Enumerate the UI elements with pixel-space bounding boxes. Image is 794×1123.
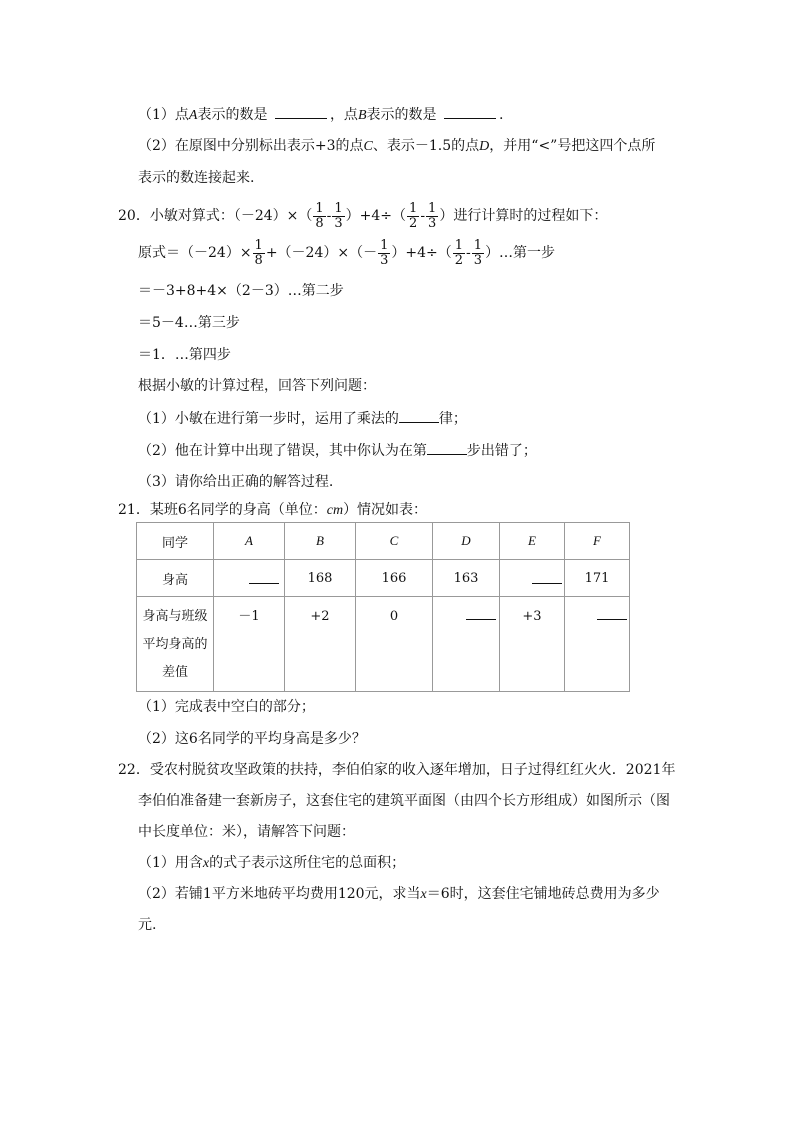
fraction: $\frac{1}{3}$: [428, 200, 437, 231]
q19-part1: （1）点A表示的数是 ，点B表示的数是 .: [138, 104, 503, 126]
table-header-cell: B: [285, 523, 356, 560]
table-cell: +3: [500, 597, 565, 692]
q20-intro: 20．小敏对算式：（－24）×（ $\frac{1}{8}$ - $\frac{1}{3}$ ）+4÷（ $\frac{1}{2}$ - $\frac{1}{3}$ ）进行计算时的过程如下：: [118, 200, 608, 231]
answer-blank[interactable]: [275, 104, 327, 119]
q22-line2: 李伯伯准备建一套新房子，这套住宅的建筑平面图（由四个长方形组成）如图所示（图: [138, 793, 670, 809]
fraction: $\frac{1}{2}$: [409, 200, 418, 231]
answer-blank[interactable]: [399, 408, 439, 423]
q22-line3: 中长度单位：米），请解答下问题：: [138, 824, 355, 840]
q20-step4: ＝1．…第四步: [138, 347, 231, 363]
table-cell[interactable]: [565, 597, 630, 692]
table-cell: 171: [565, 560, 630, 597]
answer-blank[interactable]: [444, 104, 496, 119]
table-row: [137, 597, 630, 692]
row-label: 身高: [137, 560, 214, 597]
table-row: [137, 560, 630, 597]
table-cell: 166: [356, 560, 433, 597]
fraction: $\frac{1}{3}$: [473, 237, 483, 268]
table-header-cell: C: [356, 523, 433, 560]
q20-prompt: 根据小敏的计算过程，回答下列问题：: [138, 378, 376, 394]
answer-blank[interactable]: [597, 605, 627, 620]
q21-sub1: （1）完成表中空白的部分；: [138, 699, 315, 715]
table-cell: +2: [285, 597, 356, 692]
q20-step3: ＝5－4…第三步: [138, 315, 240, 331]
table-cell: －1: [214, 597, 285, 692]
table-header-cell: 同学: [137, 523, 214, 560]
q20-sub3: （3）请你给出正确的解答过程.: [138, 474, 334, 490]
q22-sub2: （2）若铺1平方米地砖平均费用120元，求当x＝6时，这套住宅铺地砖总费用为多少: [138, 886, 660, 902]
table-cell[interactable]: [433, 597, 500, 692]
row-label: 身高与班级 平均身高的 差值: [137, 597, 214, 692]
q19-part2-cont: 表示的数连接起来.: [138, 170, 255, 186]
fraction: $\frac{1}{2}$: [454, 237, 464, 268]
q22-sub1: （1）用含x的式子表示这所住宅的总面积；: [138, 855, 406, 871]
table-cell: 0: [356, 597, 433, 692]
fraction: $\frac{1}{8}$: [315, 200, 324, 231]
q20-sub1: （1）小敏在进行第一步时，运用了乘法的 律；: [138, 408, 467, 429]
table-header-cell: F: [565, 523, 630, 560]
fraction: $\frac{1}{3}$: [334, 200, 343, 231]
fraction: $\frac{1}{3}$: [380, 237, 389, 268]
q22-sub2-cont: 元.: [138, 917, 157, 933]
table-header-cell: A: [214, 523, 285, 560]
fraction: $\frac{1}{8}$: [254, 237, 263, 268]
table-header-cell: D: [433, 523, 500, 560]
answer-blank[interactable]: [249, 569, 279, 584]
answer-blank[interactable]: [532, 569, 562, 584]
answer-blank[interactable]: [427, 440, 467, 455]
q19-part2: （2）在原图中分别标出表示+3的点C、表示－1.5的点D，并用“<”号把这四个点所: [138, 138, 656, 154]
height-table: [136, 522, 630, 692]
table-header-cell: E: [500, 523, 565, 560]
q21-sub2: （2）这6名同学的平均身高是多少？: [138, 731, 366, 747]
table-cell: 168: [285, 560, 356, 597]
table-header-row: [137, 523, 630, 560]
q20-step1: 原式＝（－24）× $\frac{1}{8}$ +（－24）×（－ $\frac{1}{3}$ ）+4÷（ $\frac{1}{2}$ - $\frac{1}{3}$ ）…第一步: [138, 237, 556, 268]
answer-blank[interactable]: [466, 605, 496, 620]
table-cell[interactable]: [214, 560, 285, 597]
q21-intro: 21．某班6名同学的身高（单位：cm）情况如表：: [118, 502, 428, 518]
table-cell[interactable]: [500, 560, 565, 597]
q22-line1: 22．受农村脱贫攻坚政策的扶持，李伯伯家的收入逐年增加，日子过得红红火火．2021年: [118, 762, 676, 778]
q20-step2: ＝－3+8+4×（2－3）…第二步: [138, 283, 344, 299]
q20-sub2: （2）他在计算中出现了错误，其中你认为在第 步出错了；: [138, 440, 537, 461]
table-cell: 163: [433, 560, 500, 597]
